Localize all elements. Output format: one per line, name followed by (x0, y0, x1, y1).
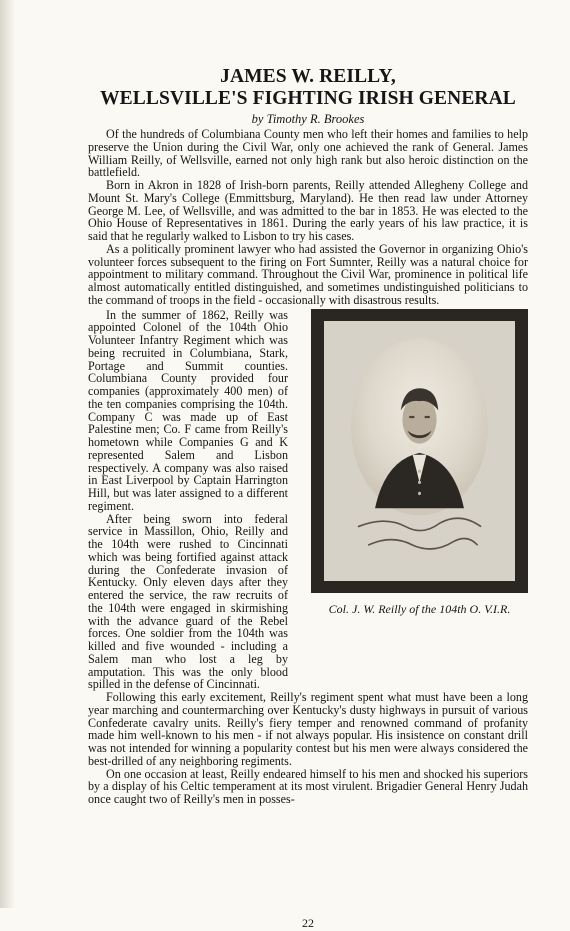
article-page (88, 66, 528, 930)
left-column (88, 309, 288, 692)
title-line-2: WELLSVILLE'S FIGHTING IRISH GENERAL (100, 88, 516, 109)
closing-paragraph-1: Following this early excitement, Reilly's regiment spent what must have been a long year marching and countermarching over Kentucky's dusty highways in pursuit of various Confederate cavalry units. Reilly's fiery temper and renowned command of profanity made him well-known to his men - if not always popular. His insistence on constant drill was not intended for winning a popularity contest but his men were always considered the best-drilled of any neighboring regiments. (88, 690, 528, 768)
title-line-1: JAMES W. REILLY, (220, 66, 396, 87)
byline: by Timothy R. Brookes (251, 112, 365, 126)
closing-paragraph-2: On one occasion at least, Reilly endeared himself to his men and shocked his superiors by a display of his Celtic temperament at its most virulent. Brigadier General Henry Judah once caught two of Reilly's men in posses- (88, 766, 528, 806)
portrait-caption: Col. J. W. Reilly of the 104th O. V.I.R. (328, 601, 511, 616)
column-section (88, 309, 528, 692)
article-title (88, 66, 528, 110)
page-number: 22 (302, 916, 314, 930)
portrait-frame (311, 309, 528, 593)
portrait-figure (311, 309, 528, 617)
portrait-photo (334, 331, 505, 571)
column-paragraph-2: After being sworn into federal service in Massillon, Ohio, Reilly and the 104th were rushed to Cincinnati which was being fortified against attack during the Confederate invasion of Kentucky. Only eleven days after they entered the service, the raw recruits of the 104th were engaged in skirmishing with the advance guard of the Rebel forces. One soldier from the 104th was killed and five wounded - including a Salem man who lost a leg by amputation. This was the only blood spilled in the defense of Cincinnati. (88, 511, 288, 692)
portrait-mat (324, 321, 515, 581)
intro-paragraph-2: Born in Akron in 1828 of Irish-born parents, Reilly attended Allegheny College and Mount St. Mary's College (Emmittsburg, Maryland). He then read law under Attorney George M. Lee, of Wellsville, and was admitted to the bar in 1853. He was elected to the Ohio House of Representatives in 1861. During the early years of his law practice, it is said that he regularly walked to Lisbon to try his cases. (88, 178, 528, 243)
intro-paragraph-1: Of the hundreds of Columbiana County men who left their homes and families to help preserve the Union during the Civil War, only one achieved the rank of General. James William Reilly, of Wellsville, earned not only high rank but also heroic distinction on the battlefield. (88, 127, 528, 180)
closing-section (88, 691, 528, 806)
intro-section (88, 128, 528, 307)
book-binding-shadow (0, 0, 16, 908)
intro-paragraph-3: As a politically prominent lawyer who had assisted the Governor in organizing Ohio's volunteer forces subsequent to the firing on Fort Sumnter, Reilly was a natural choice for appointment to military command. Throughout the Civil War, prominence in political life almost automatically entitled distinguished, and sometimes undistinguished politicians to the command of troops in the field - occasionally with disastrous results. (88, 241, 528, 307)
column-paragraph-1: In the summer of 1862, Reilly was appointed Colonel of the 104th Ohio Volunteer Infantry Regiment which was being recruited in Columbiana, Stark, Portage and Summit counties. Columbiana County provided four companies (approximately 400 men) of the ten companies comprising the 104th. Company C was made up of East Palestine men; Co. F came from Reilly's hometown while Companies G and K represented Salem and Lisbon respectively. A company was also raised in East Liverpool by Captain Harrington Hill, but was later assigned to a different regiment. (88, 307, 288, 513)
